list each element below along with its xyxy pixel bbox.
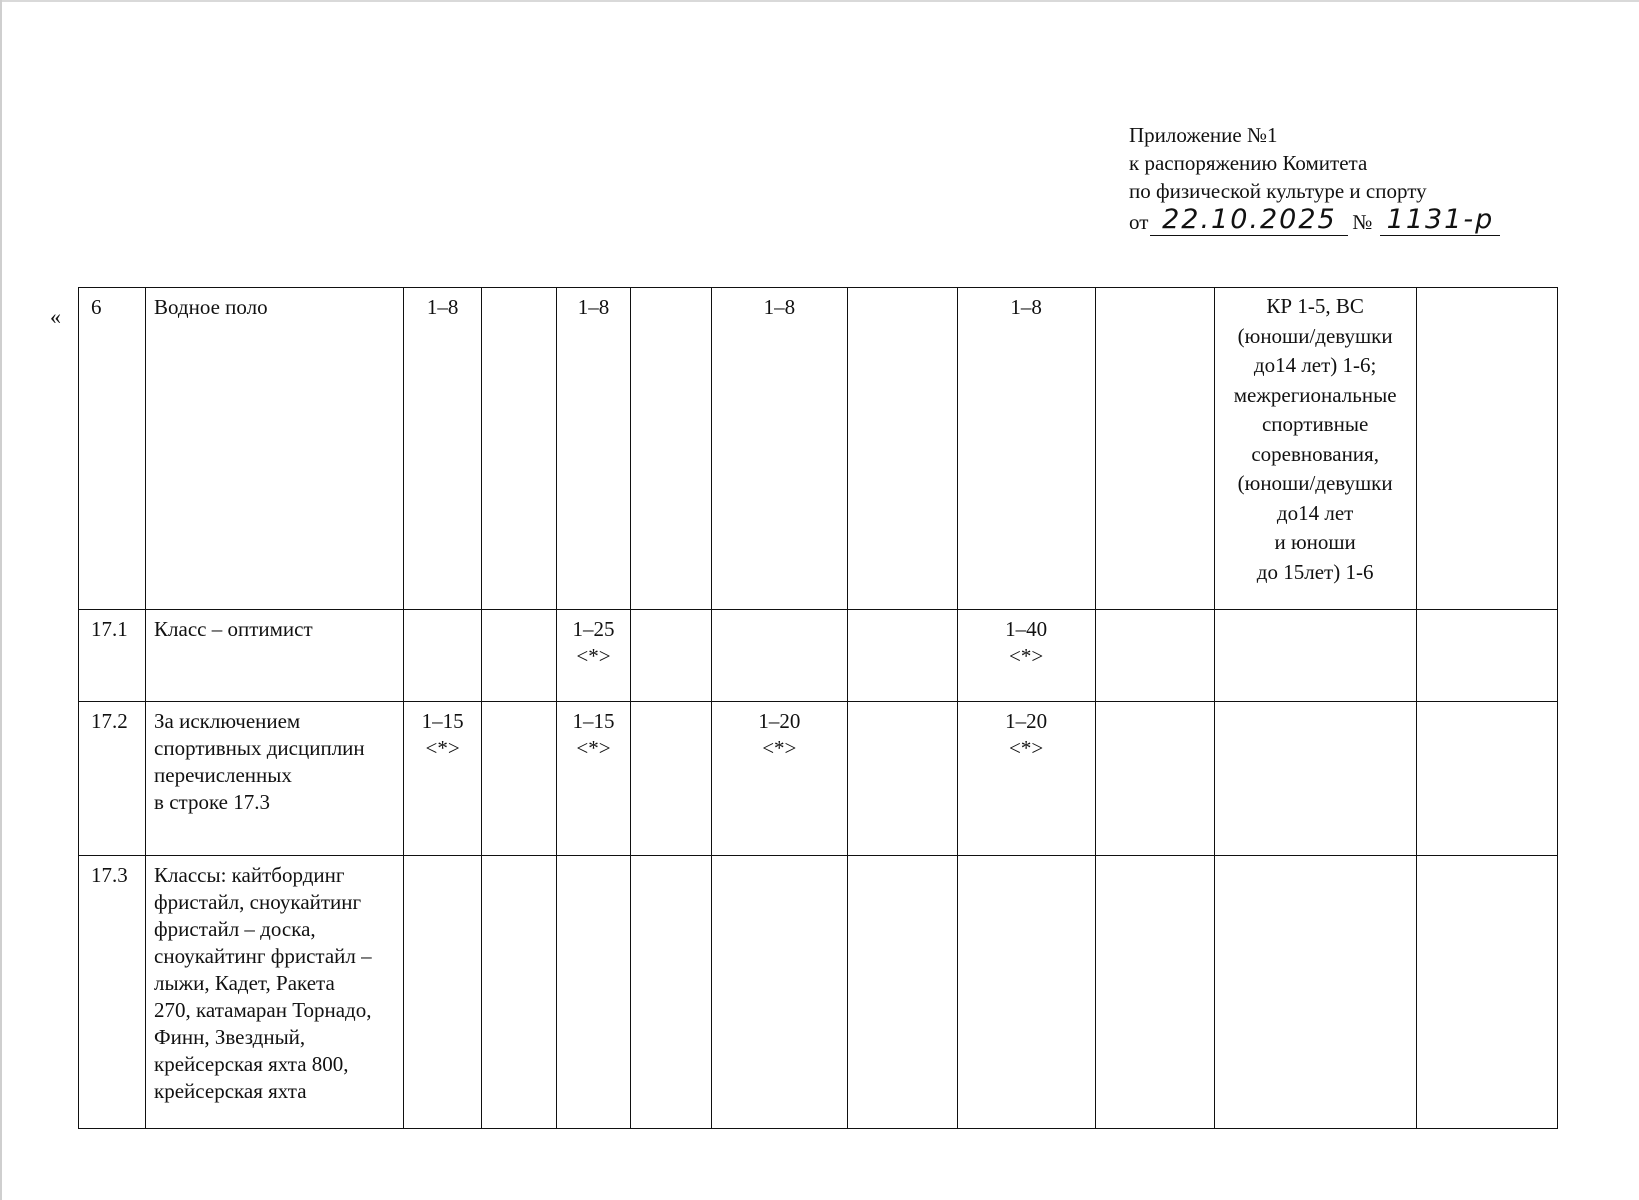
row-number: 17.1 [79,610,146,702]
value-cell-c8 [1095,288,1214,610]
value-line: <*> [1009,735,1044,760]
row-number: 17.2 [79,701,146,855]
value-cell-c8 [1095,610,1214,702]
value-cell-c5 [711,610,847,702]
value-cell-c6 [847,288,957,610]
value-line: <*> [1009,644,1044,669]
opening-quote: « [50,304,61,329]
discipline-name [146,701,404,855]
last-column-cell [1416,288,1557,610]
table-row [79,856,1558,1129]
appendix-committee: по физической культуре и спорту [1129,179,1427,203]
note-line: спортивные [1261,412,1369,436]
note-line: (юноши/девушки [1237,471,1393,495]
discipline-name-line: перечисленных [154,762,292,787]
note-line: и юноши [1274,530,1356,554]
value-cell-c2 [482,856,557,1129]
value-line: 1–15 [421,708,464,733]
discipline-name-line: фристайл, сноукайтинг [154,890,362,915]
value-cell-c7 [957,288,1095,610]
row-number: 6 [79,288,146,610]
value-line: 1–8 [577,295,610,319]
value-cell-c3 [557,701,630,855]
value-cell-c3 [557,288,630,610]
value-cell-c3 [557,856,630,1129]
value-line: <*> [425,735,460,760]
discipline-name-line: в строке 17.3 [154,789,270,814]
value-line: <*> [576,735,611,760]
value-cell-c6 [847,701,957,855]
value-cell-c2 [482,610,557,702]
appendix-order-ref: к распоряжению Комитета [1129,151,1368,175]
value-line: 1–20 [758,708,801,733]
appendix-header [1129,121,1599,236]
discipline-name-line: Финн, Звездный, [154,1025,306,1050]
value-line: <*> [762,735,797,760]
last-column-cell [1416,856,1557,1129]
value-cell-c8 [1095,856,1214,1129]
note-line: (юноши/девушки [1237,323,1393,348]
last-column-cell [1416,701,1557,855]
value-cell-c8 [1095,701,1214,855]
note-line: соревнования, [1251,441,1379,466]
competition-note [1214,610,1416,702]
value-line: 1–8 [1010,295,1042,319]
discipline-name-line: крейсерская яхта 800, [154,1052,349,1077]
value-cell-c5 [711,288,847,610]
appendix-date-line [1129,205,1599,236]
value-cell-c7 [957,701,1095,855]
value-line: 1–40 [1005,617,1048,642]
value-cell-c2 [482,701,557,855]
appendix-title: Приложение №1 [1129,123,1278,147]
note-line: до14 лет) 1-6; [1253,353,1377,377]
value-cell-c5 [711,701,847,855]
discipline-name-line: лыжи, Кадет, Ракета [154,971,335,996]
discipline-name-line: фристайл – доска, [154,917,316,942]
value-line: 1–8 [763,295,796,319]
discipline-name [146,288,404,610]
discipline-name-line: спортивных дисциплин [154,735,365,760]
value-cell-c1 [404,288,482,610]
note-line: до14 лет [1276,500,1354,525]
value-cell-c1 [404,856,482,1129]
note-line: до 15лет) 1-6 [1256,559,1374,584]
value-cell-c7 [957,856,1095,1129]
value-cell-c3 [557,610,630,702]
discipline-name-line: сноукайтинг фристайл – [154,944,372,969]
value-line: 1–20 [1005,708,1048,733]
value-cell-c7 [957,610,1095,702]
note-line: КР 1-5, ВС [1266,294,1364,318]
competition-note [1214,701,1416,855]
handwritten-date: 22.10.2025 [1150,205,1348,236]
value-cell-c5 [711,856,847,1129]
discipline-name-line: Водное поло [154,295,268,319]
value-cell-c4 [630,610,711,702]
value-line: <*> [576,644,611,669]
note-line: межрегиональные [1233,382,1397,407]
discipline-name [146,610,404,702]
sports-table [78,287,1558,1129]
competition-note [1214,288,1416,610]
discipline-name-line: За исключением [154,708,301,733]
scan-edge-left [0,0,2,1200]
discipline-name-line: 270, катамаран Торнадо, [154,998,372,1023]
value-cell-c2 [482,288,557,610]
value-cell-c4 [630,288,711,610]
last-column-cell [1416,610,1557,702]
competition-note [1214,856,1416,1129]
date-prefix: от [1129,210,1149,234]
value-line: 1–8 [426,295,459,319]
table-row [79,701,1558,855]
discipline-name [146,856,404,1129]
discipline-name-line: Классы: кайтбординг [154,863,345,888]
table-row [79,288,1558,610]
value-cell-c4 [630,856,711,1129]
table-row [79,610,1558,702]
value-cell-c6 [847,856,957,1129]
discipline-name-line: крейсерская яхта [154,1079,307,1104]
value-cell-c6 [847,610,957,702]
scan-edge-top [0,0,1639,2]
row-number: 17.3 [79,856,146,1129]
value-cell-c1 [404,610,482,702]
value-cell-c4 [630,701,711,855]
value-cell-c1 [404,701,482,855]
discipline-name-line: Класс – оптимист [154,617,313,642]
number-prefix: № [1352,210,1373,234]
value-line: 1–25 [572,617,615,642]
handwritten-number: 1131-р [1380,205,1500,236]
value-line: 1–15 [572,708,615,733]
